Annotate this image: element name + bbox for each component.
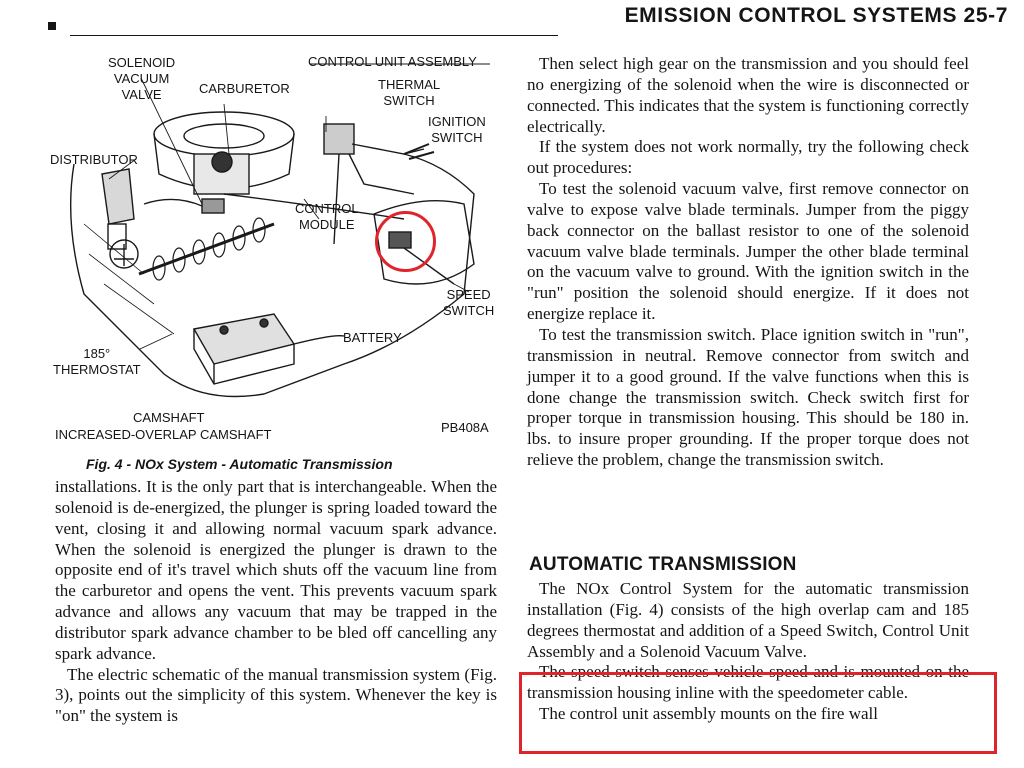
label-ignition-switch: IGNITION SWITCH	[428, 114, 486, 145]
label-control-module: CONTROL MODULE	[295, 201, 359, 232]
paragraph: The control unit assembly mounts on the fire wall	[539, 704, 878, 724]
right-column-text	[527, 54, 969, 471]
label-distributor: DISTRIBUTOR	[50, 152, 138, 167]
label-camshaft: CAMSHAFT	[133, 410, 205, 425]
speed-switch-highlight-box	[519, 672, 997, 754]
nox-system-figure	[44, 44, 506, 454]
paragraph: To test the solenoid vacuum valve, first remove connector on valve to expose valve blade terminals. Jumper from the piggy back connector on the ballast resistor to one of the solenoid vacuum valve blade terminals. Jumper the other blade terminal on the vacuum valve to ground. With the ignition switch in the "run" position the solenoid should energize. If it does not energize replace it.	[527, 179, 969, 324]
label-speed-switch: SPEED SWITCH	[443, 287, 495, 318]
paragraph: To test the transmission switch. Place ignition switch in "run", transmission in neutral. Remove connector from switch and jumper it to a good ground. If the valve functions when this is done change the transmission switch. Check switch first for proper torque in transmission housing. This should be 180 in. lbs. to insure proper grounding. If the proper torque does not relieve the problem, change the transmission switch.	[527, 324, 969, 470]
page-header-title: EMISSION CONTROL SYSTEMS 25-7	[624, 4, 1008, 27]
figure-caption: Fig. 4 - NOx System - Automatic Transmission	[86, 456, 393, 472]
label-battery: BATTERY	[343, 330, 402, 345]
paragraph: The speed switch senses vehicle speed and is mounted on the transmission housing inline with the speedometer cable.	[527, 662, 969, 703]
label-thermostat: 185° THERMOSTAT	[53, 346, 141, 377]
paragraph: installations. It is the only part that is interchangeable. When the solenoid is de-energized, the plunger is spring loaded toward the vent, closing it and allowing normal vacuum spark advance. When the solenoid is energized the plunger is drawn to the opposite end of it's travel which shuts off the vacuum line from the carburetor and opens the vent. This prevents vacuum spark advance and allows any vacuum that may be trapped in the distributor spark advance chamber to be bled off cancelling any spark advance.	[55, 477, 497, 663]
paragraph: If the system does not work normally, try the following check out procedures:	[527, 137, 969, 178]
paragraph: The NOx Control System for the automatic transmission installation (Fig. 4) consists of the high overlap cam and 185 degrees thermostat and addition of a Speed Switch, Control Unit Assembly and a Solenoid Vacuum Valve.	[527, 579, 969, 661]
paragraph: Then select high gear on the transmission and you should feel no energizing of the solenoid when the wire is disconnected or connected. This indicates that the system is functioning correctly electrically.	[527, 54, 969, 136]
paragraph: The electric schematic of the manual transmission system (Fig. 3), points out the simplicity of this system. Whenever the key is "on" the system is	[55, 664, 497, 726]
left-column-text	[55, 477, 497, 727]
label-solenoid-vacuum-valve: SOLENOID VACUUM VALVE	[108, 55, 176, 102]
label-increased-overlap-camshaft: INCREASED-OVERLAP CAMSHAFT	[55, 427, 272, 442]
speed-switch-highlight-circle	[375, 211, 436, 272]
label-carburetor: CARBURETOR	[199, 81, 290, 96]
label-thermal-switch: THERMAL SWITCH	[378, 77, 441, 108]
section-heading-automatic-transmission: AUTOMATIC TRANSMISSION	[529, 554, 797, 575]
header-rule	[70, 35, 558, 36]
header-bullet	[48, 22, 56, 30]
figure-code: PB408A	[441, 420, 489, 435]
label-control-unit-assembly: CONTROL UNIT ASSEMBLY	[308, 54, 477, 69]
